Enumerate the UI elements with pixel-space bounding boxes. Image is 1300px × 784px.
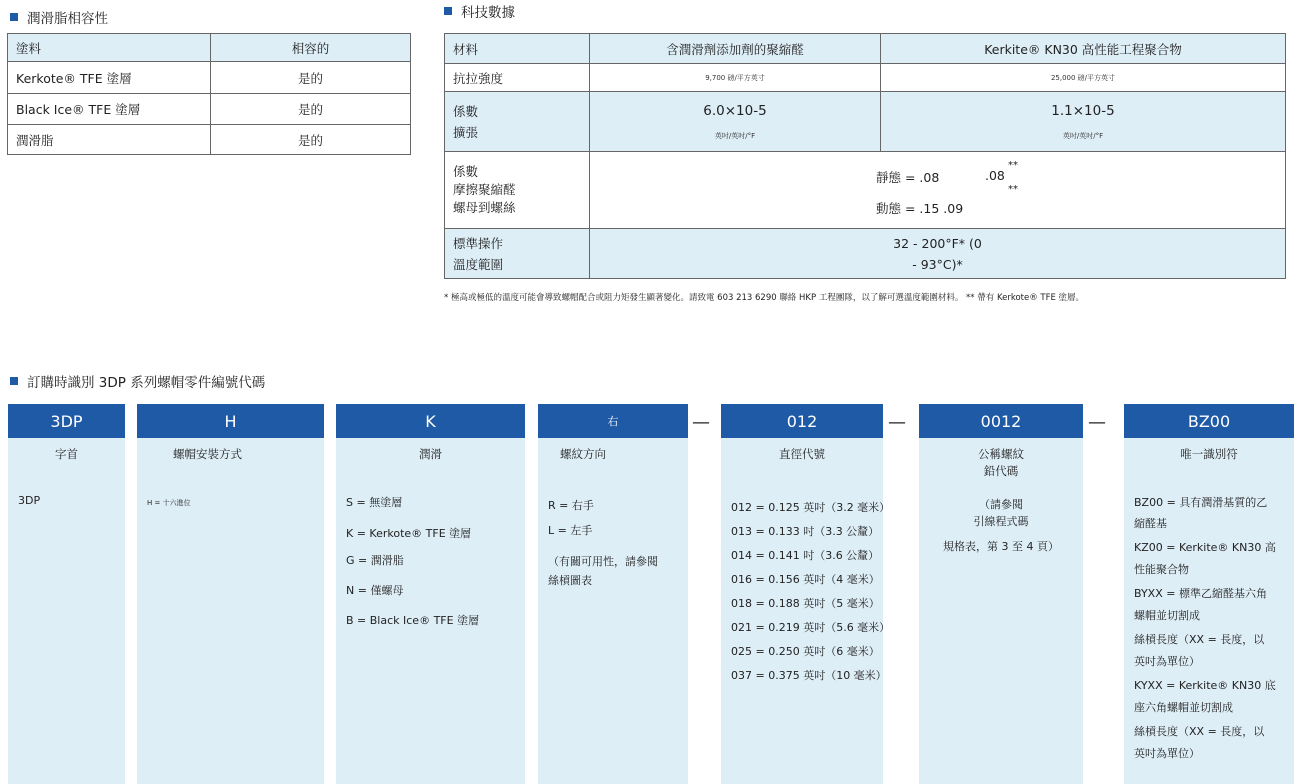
code-column-identifier (1124, 404, 1294, 784)
friction-label-line: 係數 (453, 164, 479, 179)
tech-footnote: * 極高或極低的溫度可能會導致螺帽配合或阻力矩發生顯著變化。請致電 603 213 6290 聯絡 HKP 工程團隊，以了解可選溫度範圍材料。 ** 帶有 Kerkote® TFE 塗層。 (444, 293, 1085, 303)
tensile-label: 抗拉強度 (445, 64, 590, 92)
code-option: G = 潤滑脂 (346, 554, 404, 567)
code-column-mounting (137, 404, 324, 784)
code-option: B = Black Ice® TFE 塗層 (346, 614, 480, 627)
code-separator-dash: — (1088, 412, 1106, 433)
friction-label-line: 螺母到螺絲 (453, 200, 516, 215)
code-option: KZ00 = Kerkite® KN30 高 (1134, 541, 1276, 554)
temp-label-line: 溫度範圍 (453, 256, 504, 272)
code-column-sub-line: 公稱螺紋 (978, 447, 1024, 461)
code-option: 絲槓長度（XX = 長度，以 (1134, 633, 1265, 646)
code-separator-dash: — (888, 412, 906, 433)
expansion-value-1: 6.0×10-5 (703, 102, 767, 119)
tech-table (444, 33, 1286, 279)
code-option: H = 十六進位 (147, 499, 191, 507)
friction-dynamic: 動態 = .15 .09 (876, 201, 964, 216)
order-title (10, 371, 265, 391)
temp-label (445, 229, 590, 279)
code-column-sub: 直徑代號 (779, 447, 825, 461)
expansion-label-line: 擴張 (453, 124, 479, 140)
tensile-value-2: 25,000 磅/平方英寸 (881, 64, 1286, 92)
temp-value-line: - 93°C)* (912, 256, 963, 272)
code-column-sub: 潤滑 (419, 447, 442, 461)
code-option: 3DP (18, 494, 41, 507)
code-separator-dash: — (692, 412, 710, 433)
code-column-sub-line: 鉛代碼 (983, 464, 1019, 478)
tech-header-material: 材料 (445, 34, 590, 64)
code-option: K = Kerkote® TFE 塗層 (346, 527, 472, 540)
friction-static-2: .08 (985, 168, 1005, 183)
tech-header-col2: Kerkite® KN30 高性能工程聚合物 (881, 34, 1286, 64)
tensile-value-1: 9,700 磅/平方英寸 (590, 64, 881, 92)
code-column-sub: 唯一識別符 (1180, 447, 1238, 461)
code-column-head: 3DP (8, 404, 125, 438)
code-option: 引線程式碼 (973, 515, 1029, 528)
code-column-head: 0012 (919, 404, 1083, 438)
code-column-head: K (336, 404, 525, 438)
square-bullet-icon (444, 7, 452, 15)
compat-header-compatible: 相容的 (211, 34, 411, 62)
friction-label-line: 摩擦聚縮醛 (453, 182, 516, 197)
expansion-value-2: 1.1×10-5 (1051, 102, 1115, 119)
code-option: KYXX = Kerkite® KN30 底 (1134, 679, 1276, 692)
expansion-unit-2: 英吋/英吋/°F (1062, 131, 1104, 140)
compat-row-coating: 潤滑脂 (8, 125, 211, 155)
temp-label-line: 標準操作 (453, 235, 504, 251)
code-option: BZ00 = 具有潤滑基質的乙 (1134, 496, 1268, 509)
code-option: 規格表，第 3 至 4 頁） (943, 540, 1059, 553)
code-column-diameter (721, 404, 891, 784)
code-column-lead (919, 404, 1083, 784)
order-code-panel (8, 404, 1294, 784)
code-option: N = 僅螺母 (346, 584, 404, 597)
tech-title-text: 科技數據 (461, 5, 515, 21)
code-column-thread-direction (538, 404, 688, 784)
expansion-label-line: 係數 (453, 103, 479, 119)
code-column-head: 右 (538, 404, 688, 438)
compat-title-text: 潤滑脂相容性 (27, 11, 108, 27)
expansion-unit-1: 英吋/英吋/°F (714, 131, 756, 140)
friction-stars-2: ** (1008, 184, 1018, 195)
expansion-label (445, 92, 590, 152)
code-option: 絲槓長度（XX = 長度，以 (1134, 725, 1265, 738)
code-column-head: H (137, 404, 324, 438)
code-column-lubrication (336, 404, 525, 784)
expansion-cell-1 (590, 92, 881, 152)
tech-title (444, 1, 515, 21)
friction-static: 靜態 = .08 (876, 170, 940, 185)
code-option: 037 = 0.375 英吋（10 毫米） (731, 669, 887, 682)
code-option: 性能聚合物 (1134, 563, 1189, 576)
friction-values (590, 152, 1286, 229)
friction-stars-1: ** (1008, 160, 1018, 171)
code-option: 014 = 0.141 吋（3.6 公釐） (731, 549, 880, 562)
code-option: 012 = 0.125 英吋（3.2 毫米） (731, 501, 891, 514)
code-option: L = 左手 (548, 524, 593, 537)
compat-table (7, 33, 411, 155)
expansion-cell-2 (881, 92, 1286, 152)
code-option: S = 無塗層 (346, 496, 403, 509)
code-option: 013 = 0.133 吋（3.3 公釐） (731, 525, 880, 538)
code-option: 英吋為單位） (1134, 747, 1200, 760)
friction-label (445, 152, 590, 229)
code-column-sub: 螺紋方向 (560, 447, 606, 461)
code-option: （有關可用性，請參閱 (548, 555, 658, 568)
code-option: R = 右手 (548, 499, 594, 512)
code-option: （請參閱 (979, 498, 1023, 511)
compat-row-value: 是的 (211, 94, 411, 125)
compat-header-coating: 塗料 (8, 34, 211, 62)
code-column-prefix (8, 404, 125, 784)
code-option: 025 = 0.250 英吋（6 毫米） (731, 645, 880, 658)
compat-row-coating: Kerkote® TFE 塗層 (8, 62, 211, 94)
code-column-sub: 字首 (55, 447, 78, 461)
compat-row-coating: Black Ice® TFE 塗層 (8, 94, 211, 125)
square-bullet-icon (10, 377, 18, 385)
compat-title (10, 7, 108, 27)
code-option: 016 = 0.156 英吋（4 毫米） (731, 573, 880, 586)
temp-value-line: 32 - 200°F* (0 (893, 235, 982, 251)
square-bullet-icon (10, 13, 18, 21)
code-option: 座六角螺帽並切割成 (1134, 701, 1233, 714)
code-option: 英吋為單位） (1134, 655, 1200, 668)
compat-row-value: 是的 (211, 62, 411, 94)
code-option: 018 = 0.188 英吋（5 毫米） (731, 597, 880, 610)
code-column-head: BZ00 (1124, 404, 1294, 438)
code-column-body (919, 496, 1083, 555)
code-option: 絲槓圖表 (548, 574, 592, 587)
code-option: BYXX = 標準乙縮醛基六角 (1134, 587, 1267, 600)
code-option: 縮醛基 (1134, 517, 1167, 530)
code-column-sub (919, 438, 1083, 480)
compat-row-value: 是的 (211, 125, 411, 155)
code-column-head: 012 (721, 404, 883, 438)
tech-header-col1: 含潤滑劑添加劑的聚縮醛 (590, 34, 881, 64)
code-option: 螺帽並切割成 (1134, 609, 1200, 622)
temp-value (590, 229, 1286, 279)
order-title-text: 訂購時識別 3DP 系列螺帽零件編號代碼 (27, 375, 266, 391)
code-column-sub: 螺帽安裝方式 (173, 447, 242, 461)
code-option: 021 = 0.219 英吋（5.6 毫米） (731, 621, 891, 634)
